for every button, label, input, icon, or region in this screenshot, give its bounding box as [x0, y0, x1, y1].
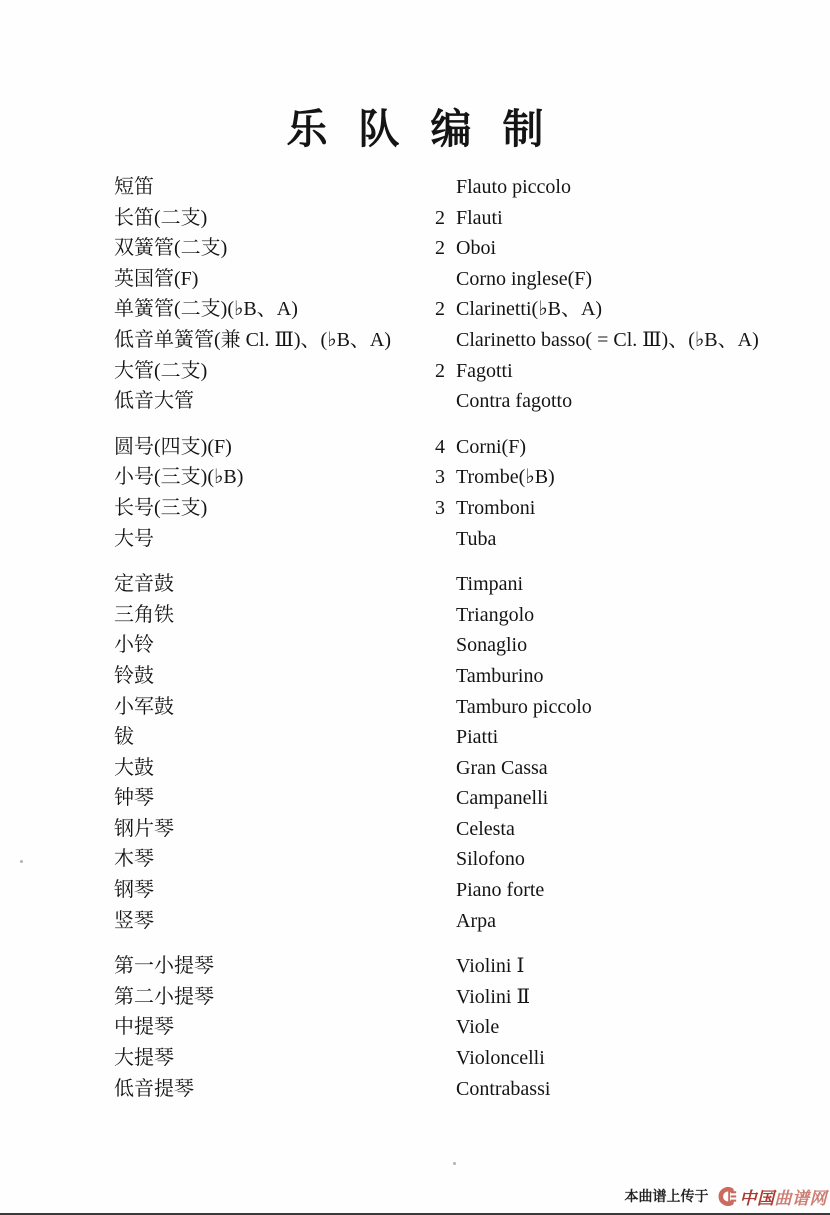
instrument-row [114, 1012, 814, 1043]
instrument-name-zh: 钢片琴 [114, 817, 174, 840]
instrument-row [114, 233, 814, 264]
instrument-name-zh: 竖琴 [114, 909, 154, 932]
instrument-name-zh: 三角铁 [114, 603, 174, 626]
instrument-name-zh: 小军鼓 [114, 695, 174, 718]
instrument-count: 3 [435, 496, 445, 519]
instrument-name-zh: 双簧管(二支) [114, 237, 228, 260]
instrument-name-zh: 英国管(F) [114, 267, 199, 290]
instrument-name-it: Fagotti [456, 359, 513, 382]
instrument-name-it: Corni(F) [456, 435, 526, 458]
instrument-name-it: Trombe(♭B) [456, 466, 555, 489]
watermark-text: 本曲谱上传于 [624, 1188, 709, 1204]
instrument-name-it: Contra fagotto [456, 390, 573, 413]
instrument-name-zh: 第二小提琴 [114, 985, 214, 1008]
upload-watermark [625, 1185, 828, 1207]
instrument-row [114, 1074, 814, 1105]
instrument-name-it: Flauti [456, 206, 503, 229]
instrument-name-it: Piatti [456, 726, 499, 749]
instrument-row [114, 264, 814, 295]
instrument-row [114, 493, 814, 524]
instrument-name-zh: 钢琴 [114, 879, 154, 902]
instrument-name-it: Tamburo piccolo [456, 695, 592, 718]
instrument-name-it: Triangolo [456, 603, 535, 626]
instrument-name-zh: 低音单簧管(兼 Cl. Ⅲ)、(♭B、A) [114, 328, 392, 351]
instrument-name-it: Violini Ⅰ [456, 955, 525, 978]
instrument-row [114, 600, 814, 631]
instrument-row [114, 569, 814, 600]
instrument-row [114, 814, 814, 845]
instrument-name-zh: 钟琴 [114, 787, 154, 810]
instrument-name-zh: 大号 [114, 527, 154, 550]
instrument-name-it: Corno inglese(F) [456, 267, 593, 290]
site-logo-icon [716, 1187, 737, 1206]
instrument-name-zh: 木琴 [114, 848, 154, 871]
instrument-row [114, 982, 814, 1013]
instrument-row [114, 661, 814, 692]
site-name-secondary: 曲谱网 [774, 1188, 827, 1208]
instrument-name-it: Clarinetto basso( = Cl. Ⅲ)、(♭B、A) [456, 328, 759, 351]
instrument-count: 2 [435, 237, 445, 260]
instrument-name-it: Timpani [456, 573, 524, 596]
instrument-name-it: Clarinetti(♭B、A) [456, 298, 603, 321]
instrument-row [114, 783, 814, 814]
instrument-group [114, 569, 814, 936]
instrument-name-it: Gran Cassa [456, 756, 548, 779]
instrument-name-zh: 定音鼓 [114, 573, 174, 596]
instrument-row [114, 630, 814, 661]
instrument-name-zh: 圆号(四支)(F) [114, 435, 232, 458]
instrument-row [114, 906, 814, 937]
instrument-name-zh: 铃鼓 [114, 664, 154, 687]
instrument-name-zh: 长号(三支) [114, 496, 208, 519]
instrument-row [114, 325, 814, 356]
instrument-row [114, 462, 814, 493]
instrument-group [114, 432, 814, 554]
scan-speck [20, 860, 23, 863]
scan-speck [453, 1162, 456, 1165]
instrument-name-zh: 第一小提琴 [114, 955, 214, 978]
instrument-name-zh: 低音大管 [114, 390, 194, 413]
instrument-row [114, 1043, 814, 1074]
instrument-name-it: Flauto piccolo [456, 176, 571, 198]
instrument-count: 2 [435, 298, 445, 321]
instrument-row [114, 875, 814, 906]
instrument-name-it: Oboi [456, 237, 496, 260]
site-name [740, 1184, 828, 1209]
instrument-row [114, 356, 814, 387]
instrument-name-it: Piano forte [456, 879, 545, 902]
instrument-name-zh: 短笛 [114, 176, 154, 198]
instrument-row [114, 524, 814, 555]
instrument-row [114, 203, 814, 234]
instrument-row [114, 294, 814, 325]
instrument-row [114, 753, 814, 784]
instrument-name-it: Celesta [456, 817, 515, 840]
instrument-name-zh: 大鼓 [114, 756, 154, 779]
instrument-count: 4 [435, 435, 445, 458]
page-title [0, 96, 830, 155]
instrument-name-it: Violini Ⅱ [456, 985, 531, 1008]
instrument-name-it: Silofono [456, 848, 525, 871]
instrument-name-it: Sonaglio [456, 634, 528, 657]
instrument-name-zh: 中提琴 [114, 1016, 174, 1039]
page-title-text: 乐队编制 [286, 106, 575, 152]
instrument-row [114, 951, 814, 982]
instrument-row [114, 432, 814, 463]
instrument-name-it: Contrabassi [456, 1077, 551, 1100]
instrument-name-zh: 大提琴 [114, 1047, 174, 1070]
instrument-name-zh: 长笛(二支) [114, 206, 208, 229]
instrument-group [114, 951, 814, 1104]
instrument-name-it: Violoncelli [456, 1047, 545, 1070]
instrument-name-it: Tuba [456, 527, 497, 550]
instrument-count: 2 [435, 359, 445, 382]
instrument-name-zh: 小铃 [114, 634, 154, 657]
instrument-name-zh: 钹 [114, 726, 134, 749]
instrument-name-it: Tamburino [456, 664, 544, 687]
instrument-row [114, 692, 814, 723]
instrument-list [114, 172, 814, 1104]
instrument-count: 3 [435, 466, 445, 489]
instrument-row [114, 386, 814, 417]
instrument-count: 2 [435, 206, 445, 229]
instrument-name-zh: 小号(三支)(♭B) [114, 466, 244, 489]
site-name-primary: 中国 [739, 1188, 775, 1208]
instrument-row [114, 844, 814, 875]
instrument-group [114, 172, 814, 417]
instrument-name-it: Campanelli [456, 787, 549, 810]
instrument-name-it: Tromboni [456, 496, 536, 519]
instrument-name-zh: 大管(二支) [114, 359, 208, 382]
instrument-name-it: Arpa [456, 909, 496, 932]
instrument-name-it: Viole [456, 1016, 500, 1039]
instrument-row [114, 722, 814, 753]
instrument-name-zh: 单簧管(二支)(♭B、A) [114, 298, 298, 321]
instrument-name-zh: 低音提琴 [114, 1077, 194, 1100]
instrument-row [114, 172, 814, 203]
